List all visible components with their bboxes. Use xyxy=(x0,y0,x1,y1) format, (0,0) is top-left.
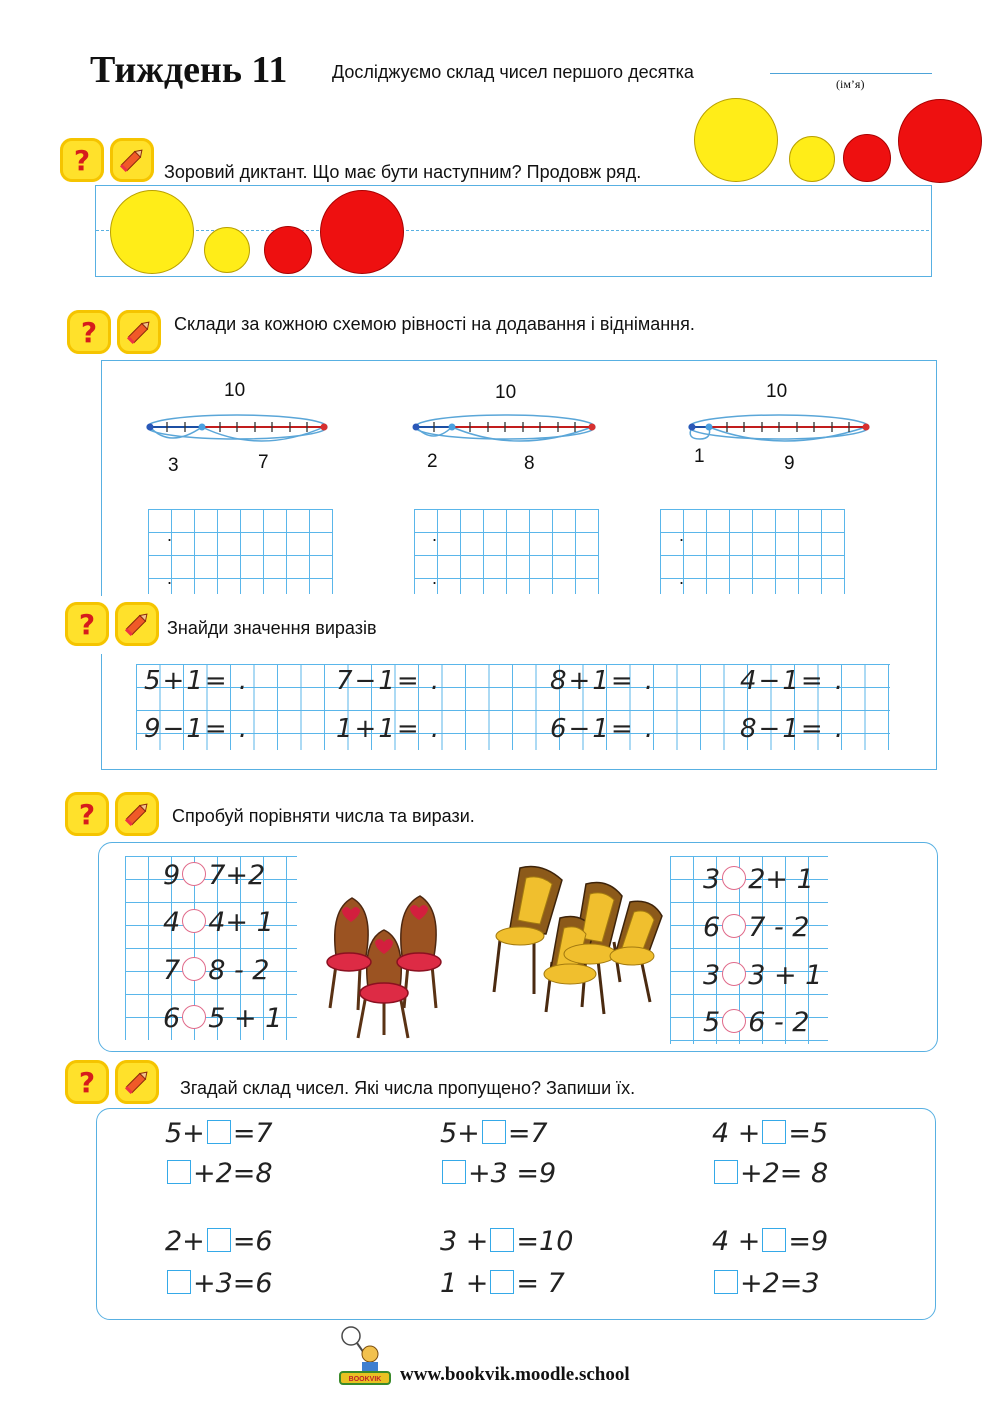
scheme2-total: 10 xyxy=(495,382,517,403)
scheme1-total: 10 xyxy=(224,380,246,401)
bookvik-logo xyxy=(336,1326,394,1388)
answer-box[interactable] xyxy=(482,1120,506,1144)
sample-circle-yellow-small xyxy=(789,136,835,182)
missing-number-equation: 4 + =9 xyxy=(712,1226,829,1257)
missing-number-equation: 5+ =7 xyxy=(440,1118,548,1149)
expression: 8+1= . xyxy=(550,666,656,696)
missing-number-equation: +2=3 xyxy=(712,1268,820,1299)
answer-box[interactable] xyxy=(167,1270,191,1294)
question-mark-icon: ? xyxy=(65,792,109,836)
pencil-icon xyxy=(115,602,159,646)
row-circle-red-large xyxy=(320,190,404,274)
compare-row: 6 5 + 1 xyxy=(163,1003,283,1034)
compare-row: 7 8 - 2 xyxy=(163,955,270,986)
sample-circle-red-small xyxy=(843,134,891,182)
answer-box[interactable] xyxy=(490,1228,514,1252)
answer-box[interactable] xyxy=(762,1228,786,1252)
page-subtitle: Досліджуємо склад чисел першого десятка xyxy=(332,62,694,82)
sample-circle-yellow-large xyxy=(694,98,778,182)
answer-box[interactable] xyxy=(207,1228,231,1252)
compare-row: 3 2+ 1 xyxy=(703,864,814,895)
compare-circle[interactable] xyxy=(182,909,206,933)
task2-instruction: Склади за кожною схемою рівності на додавання і віднімання. xyxy=(174,314,695,334)
expression: 4−1= . xyxy=(740,666,846,696)
compare-circle[interactable] xyxy=(722,962,746,986)
compare-circle[interactable] xyxy=(182,1005,206,1029)
task1-instruction: Зоровий диктант. Що має бути наступним? Продовж ряд. xyxy=(164,162,642,182)
answer-box[interactable] xyxy=(490,1270,514,1294)
grid-dot: . xyxy=(432,525,438,545)
red-chairs-illustration xyxy=(322,890,446,1040)
missing-number-equation: 2+ =6 xyxy=(165,1226,273,1257)
compare-circle[interactable] xyxy=(722,914,746,938)
name-label: (ім’я) xyxy=(836,77,865,91)
compare-row: 5 6 - 2 xyxy=(703,1007,810,1038)
missing-number-equation: 4 + =5 xyxy=(712,1118,829,1149)
scheme3-total: 10 xyxy=(766,381,788,402)
compare-circle[interactable] xyxy=(722,866,746,890)
answer-box[interactable] xyxy=(207,1120,231,1144)
scheme2-right: 8 xyxy=(524,453,535,474)
answer-box[interactable] xyxy=(762,1120,786,1144)
scheme3-left: 1 xyxy=(694,446,705,467)
compare-row: 6 7 - 2 xyxy=(703,912,810,943)
grid-dot: . xyxy=(167,568,173,588)
expression: 6−1= . xyxy=(550,714,656,744)
grid-dot: . xyxy=(679,568,685,588)
row-circle-yellow-small xyxy=(204,227,250,273)
scheme2-number-line xyxy=(408,405,608,453)
pencil-icon xyxy=(117,310,161,354)
missing-number-equation: 3 + =10 xyxy=(440,1226,574,1257)
question-mark-icon: ? xyxy=(65,1060,109,1104)
scheme3-answer-grid[interactable] xyxy=(660,509,845,594)
compare-circle[interactable] xyxy=(722,1009,746,1033)
pencil-icon xyxy=(115,1060,159,1104)
scheme3-number-line xyxy=(682,405,882,453)
compare-circle[interactable] xyxy=(182,862,206,886)
grid-dot: . xyxy=(167,525,173,545)
grid-dot: . xyxy=(679,525,685,545)
scheme1-number-line xyxy=(140,405,340,453)
missing-number-equation: +2=8 xyxy=(165,1158,273,1189)
page-title: Тиждень 11 xyxy=(90,49,288,91)
task3-instruction: Знайди значення виразів xyxy=(167,618,377,638)
expression: 9−1= . xyxy=(144,714,250,744)
missing-number-equation: 5+ =7 xyxy=(165,1118,273,1149)
expression: 8−1= . xyxy=(740,714,846,744)
row-circle-red-small xyxy=(264,226,312,274)
scheme3-right: 9 xyxy=(784,453,795,474)
expression: 5+1= . xyxy=(144,666,250,696)
compare-row: 4 4+ 1 xyxy=(163,907,274,938)
missing-number-equation: +3 =9 xyxy=(440,1158,556,1189)
missing-number-equation: 1 + = 7 xyxy=(440,1268,565,1299)
footer-url[interactable]: www.bookvik.moodle.school xyxy=(400,1364,630,1385)
scheme1-right: 7 xyxy=(258,452,269,473)
compare-row: 9 7+2 xyxy=(163,860,266,891)
expression: 7−1= . xyxy=(336,666,442,696)
answer-box[interactable] xyxy=(714,1160,738,1184)
compare-row: 3 3 + 1 xyxy=(703,960,823,991)
grid-dot: . xyxy=(432,568,438,588)
answer-box[interactable] xyxy=(714,1270,738,1294)
compare-circle[interactable] xyxy=(182,957,206,981)
pencil-icon xyxy=(110,138,154,182)
question-mark-icon: ? xyxy=(60,138,104,182)
yellow-chairs-illustration xyxy=(490,862,665,1026)
answer-box[interactable] xyxy=(442,1160,466,1184)
task5-instruction: Згадай склад чисел. Які числа пропущено? Запиши їх. xyxy=(180,1078,636,1098)
scheme2-left: 2 xyxy=(427,451,438,472)
question-mark-icon: ? xyxy=(67,310,111,354)
task1-answer-area[interactable] xyxy=(410,190,925,270)
name-input-line[interactable] xyxy=(770,73,932,74)
question-mark-icon: ? xyxy=(65,602,109,646)
scheme1-left: 3 xyxy=(168,455,179,476)
pencil-icon xyxy=(115,792,159,836)
row-circle-yellow-large xyxy=(110,190,194,274)
bookvik-logo-text: BOOKVIK xyxy=(348,1376,382,1383)
missing-number-equation: +2= 8 xyxy=(712,1158,828,1189)
scheme2-answer-grid[interactable] xyxy=(414,509,599,594)
missing-number-equation: +3=6 xyxy=(165,1268,273,1299)
expression: 1+1= . xyxy=(336,714,442,744)
sample-circle-red-large xyxy=(898,99,982,183)
answer-box[interactable] xyxy=(167,1160,191,1184)
scheme1-answer-grid[interactable] xyxy=(148,509,333,594)
task4-instruction: Спробуй порівняти числа та вирази. xyxy=(172,806,475,826)
